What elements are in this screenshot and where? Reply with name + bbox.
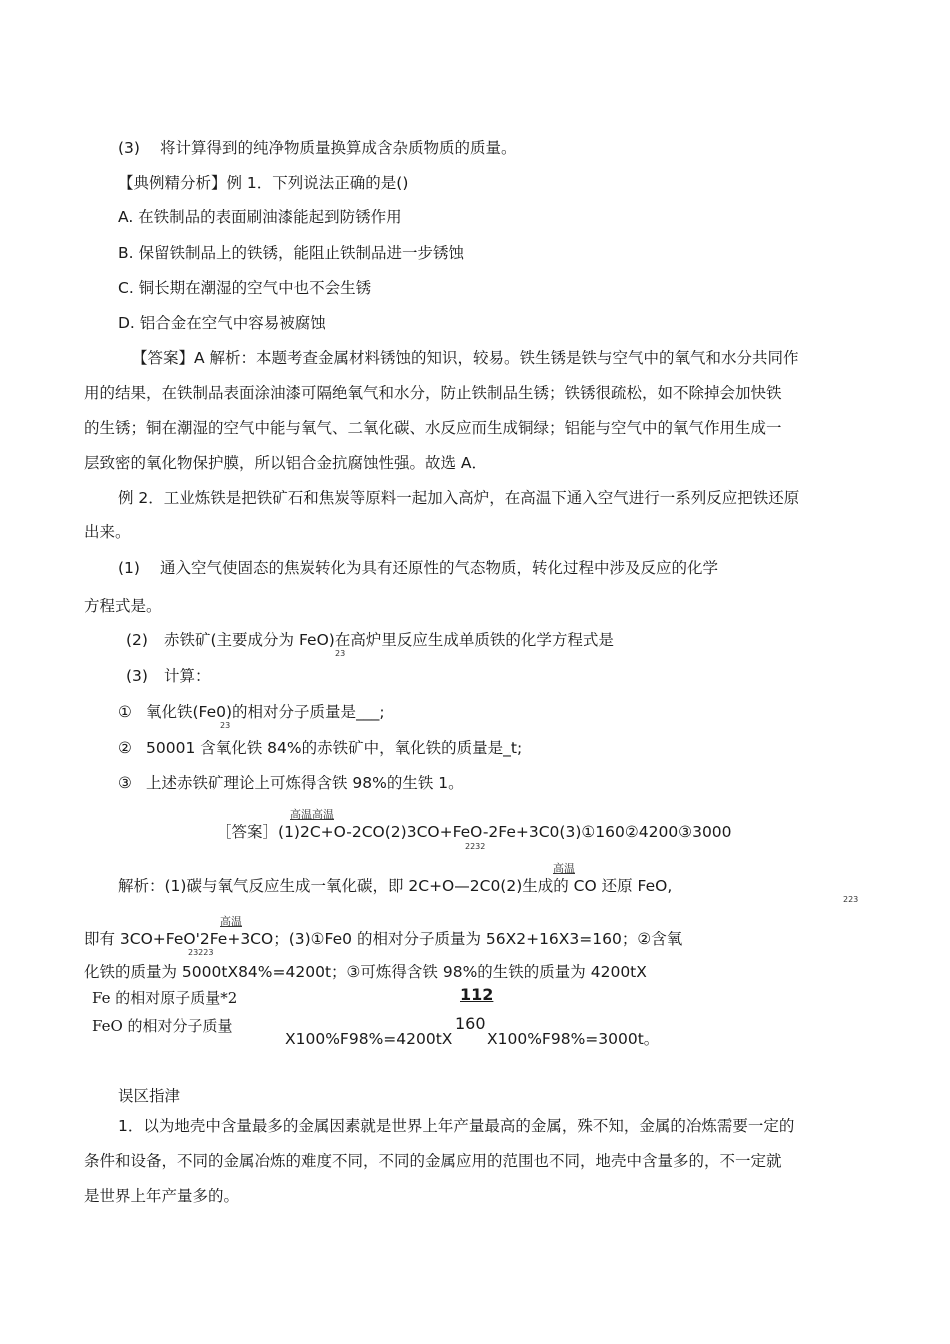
fraction-denominator-label: FeO 的相对分子质量	[92, 1017, 233, 1035]
subscript: 2232	[465, 842, 486, 851]
question-number: (3)	[126, 667, 148, 685]
answer1-line: 【答案】A 解析：本题考查金属材料锈蚀的知识，较易。铁生锈是铁与空气中的氧气和水分共同作	[132, 349, 799, 367]
answer2-line: ［答案］(1)2C+O-2CO(2)3CO+FeO-2Fe+3C0(3)①160②4200③3000	[216, 823, 732, 841]
item-text: 上述赤铁矿理论上可炼得含铁 98%的生铁 1。	[146, 774, 464, 792]
example2-intro: 例 2．工业炼铁是把铁矿石和焦炭等原料一起加入高炉，在高温下通入空气进行一系列反应把铁还原	[118, 489, 800, 507]
condition-label: 高温	[220, 915, 242, 928]
question-number: (1)	[118, 559, 140, 577]
subscript: 23	[220, 721, 231, 730]
formula-right: X100%F98%=3000t。	[487, 1030, 660, 1048]
item-text: 氧化铁(Fe0)的相对分子质量是___;	[146, 703, 385, 721]
subscript: 223	[843, 895, 859, 904]
option-b: B. 保留铁制品上的铁锈，能阻止铁制品进一步锈蚀	[118, 244, 464, 262]
mistake-line: 1．以为地壳中含量最多的金属因素就是世界上年产量最高的金属，殊不知，金属的冶炼需要一定的	[118, 1117, 795, 1135]
question-text: 通入空气使固态的焦炭转化为具有还原性的气态物质，转化过程中涉及反应的化学	[160, 559, 719, 577]
subscript: 23	[335, 649, 346, 658]
example1-title: 【典例精分析】例 1．下列说法正确的是()	[118, 174, 409, 192]
condition-label: 高温高温	[290, 808, 334, 821]
section-title: 误区指津	[118, 1087, 181, 1105]
option-d: D. 铝合金在空气中容易被腐蚀	[118, 314, 326, 332]
item-mark: ③	[118, 774, 132, 792]
mistake-line: 条件和设备，不同的金属冶炼的难度不同，不同的金属应用的范围也不同，地壳中含量多的，不一定就	[84, 1152, 782, 1170]
answer1-line: 用的结果，在铁制品表面涂油漆可隔绝氧气和水分，防止铁制品生锈；铁锈很疏松，如不除掉会加快铁	[84, 384, 782, 402]
example2-intro: 出来。	[84, 523, 131, 541]
fraction-denominator-value: 160	[455, 1014, 486, 1033]
answer1-line: 层致密的氧化物保护膜，所以铝合金抗腐蚀性强。故选 A．	[84, 454, 488, 472]
option-a: A. 在铁制品的表面刷油漆能起到防锈作用	[118, 208, 402, 226]
fraction-numerator-label: Fe 的相对原子质量*2	[92, 989, 238, 1007]
formula-left: X100%F98%=4200tX	[285, 1030, 453, 1048]
item-text: 50001 含氧化铁 84%的赤铁矿中，氧化铁的质量是_t;	[146, 739, 523, 757]
answer1-line: 的生锈；铜在潮湿的空气中能与氧气、二氧化碳、水反应而生成铜绿；铝能与空气中的氧气作用生成一	[84, 419, 782, 437]
item-mark: ①	[118, 703, 132, 721]
subscript: 23223	[188, 948, 214, 957]
mistake-line: 是世界上年产量多的。	[84, 1187, 240, 1205]
question-text: 方程式是。	[84, 597, 162, 615]
item-mark: ②	[118, 739, 132, 757]
question-text: 赤铁矿(主要成分为 FeO)在高炉里反应生成单质铁的化学方程式是	[164, 631, 614, 649]
question-number: (2)	[126, 631, 148, 649]
analysis-line: 化铁的质量为 5000tX84%=4200t；③可炼得含铁 98%的生铁的质量为 4200tX	[84, 963, 647, 981]
answer-blank[interactable]: ___	[356, 703, 380, 721]
condition-label: 高温	[553, 862, 575, 875]
step-number: (3)	[118, 139, 140, 157]
question-text: 计算：	[164, 667, 211, 685]
option-c: C. 铜长期在潮湿的空气中也不会生锈	[118, 279, 372, 297]
fraction-numerator-value: 112	[460, 985, 494, 1004]
step-text: 将计算得到的纯净物质量换算成含杂质物质的质量。	[160, 139, 517, 157]
analysis-line: 解析：(1)碳与氧气反应生成一氧化碳，即 2C+O—2C0(2)生成的 CO 还原 FeO,	[118, 877, 673, 895]
analysis-line: 即有 3CO+FeO'2Fe+3CO；(3)①Fe0 的相对分子质量为 56X2+16X3=160；②含氧	[84, 930, 683, 948]
